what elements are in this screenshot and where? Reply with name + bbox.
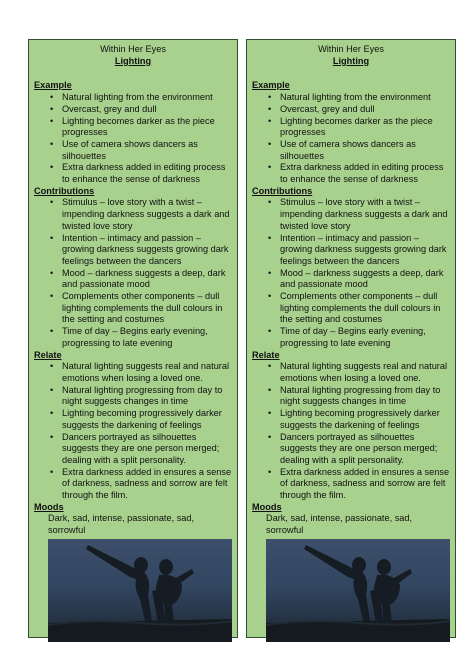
list-item: • Stimulus – love story with a twist – impending darkness suggests a dark and twisted love story <box>34 197 232 232</box>
contributions-heading: Contributions <box>252 185 313 196</box>
list-item: • Natural lighting suggests real and natural emotions when losing a loved one. <box>252 361 450 384</box>
contributions-heading: Contributions <box>34 185 95 196</box>
contributions-list <box>252 197 450 349</box>
list-item: • Overcast, grey and dull <box>34 104 232 116</box>
list-item: • Stimulus – love story with a twist – impending darkness suggests a dark and twisted love story <box>252 197 450 232</box>
list-item: • Complements other components – dull lighting complements the dull colours in the setting and costumes <box>34 291 232 326</box>
list-item: • Extra darkness added in editing process to enhance the sense of darkness <box>34 162 232 185</box>
moods-text: Dark, sad, intense, passionate, sad, sorrowful <box>48 513 195 536</box>
dancers-silhouette-photo <box>48 539 232 642</box>
dancers-silhouette-photo <box>266 539 450 642</box>
list-item: • Natural lighting suggests real and natural emotions when losing a loved one. <box>34 361 232 384</box>
example-list <box>34 92 232 186</box>
card-title: Within Her Eyes <box>318 44 384 54</box>
list-item: • Dancers portrayed as silhouettes suggests they are one person merged; dealing with a split personality. <box>34 432 232 467</box>
card-subtitle: Lighting <box>332 55 370 66</box>
list-item: • Natural lighting from the environment <box>252 92 450 104</box>
info-card-right <box>246 39 456 638</box>
list-item: • Dancers portrayed as silhouettes suggests they are one person merged; dealing with a split personality. <box>252 432 450 467</box>
relate-heading: Relate <box>252 349 280 360</box>
list-item: • Natural lighting from the environment <box>34 92 232 104</box>
card-title: Within Her Eyes <box>100 44 166 54</box>
list-item: • Intention – intimacy and passion – growing darkness suggests growing dark feelings between the dancers <box>34 233 232 268</box>
info-card-left <box>28 39 238 638</box>
list-item: • Complements other components – dull lighting complements the dull colours in the setting and costumes <box>252 291 450 326</box>
example-heading: Example <box>252 80 290 91</box>
list-item: • Mood – darkness suggests a deep, dark and passionate mood <box>34 268 232 291</box>
list-item: • Lighting becoming progressively darker suggests the darkening of feelings <box>34 408 232 431</box>
moods-text: Dark, sad, intense, passionate, sad, sorrowful <box>266 513 413 536</box>
relate-heading: Relate <box>34 349 62 360</box>
list-item: • Overcast, grey and dull <box>252 104 450 116</box>
card-subtitle: Lighting <box>114 55 152 66</box>
list-item: • Mood – darkness suggests a deep, dark and passionate mood <box>252 268 450 291</box>
list-item: • Lighting becomes darker as the piece progresses <box>252 116 450 139</box>
list-item: • Lighting becoming progressively darker suggests the darkening of feelings <box>252 408 450 431</box>
moods-heading: Moods <box>252 501 282 512</box>
list-item: • Lighting becomes darker as the piece progresses <box>34 116 232 139</box>
list-item: • Extra darkness added in ensures a sense of darkness, sadness and sorrow are felt through the film. <box>34 467 232 502</box>
list-item: • Time of day – Begins early evening, progressing to late evening <box>252 326 450 349</box>
list-item: • Intention – intimacy and passion – growing darkness suggests growing dark feelings between the dancers <box>252 233 450 268</box>
list-item: • Natural lighting progressing from day to night suggests changes in time <box>34 385 232 408</box>
example-heading: Example <box>34 80 72 91</box>
list-item: • Natural lighting progressing from day to night suggests changes in time <box>252 385 450 408</box>
list-item: • Time of day – Begins early evening, progressing to late evening <box>34 326 232 349</box>
example-list <box>252 92 450 186</box>
relate-list <box>34 361 232 501</box>
relate-list <box>252 361 450 501</box>
contributions-list <box>34 197 232 349</box>
list-item: • Use of camera shows dancers as silhouettes <box>252 139 450 162</box>
list-item: • Extra darkness added in editing process to enhance the sense of darkness <box>252 162 450 185</box>
moods-heading: Moods <box>34 501 64 512</box>
list-item: • Use of camera shows dancers as silhouettes <box>34 139 232 162</box>
list-item: • Extra darkness added in ensures a sense of darkness, sadness and sorrow are felt through the film. <box>252 467 450 502</box>
